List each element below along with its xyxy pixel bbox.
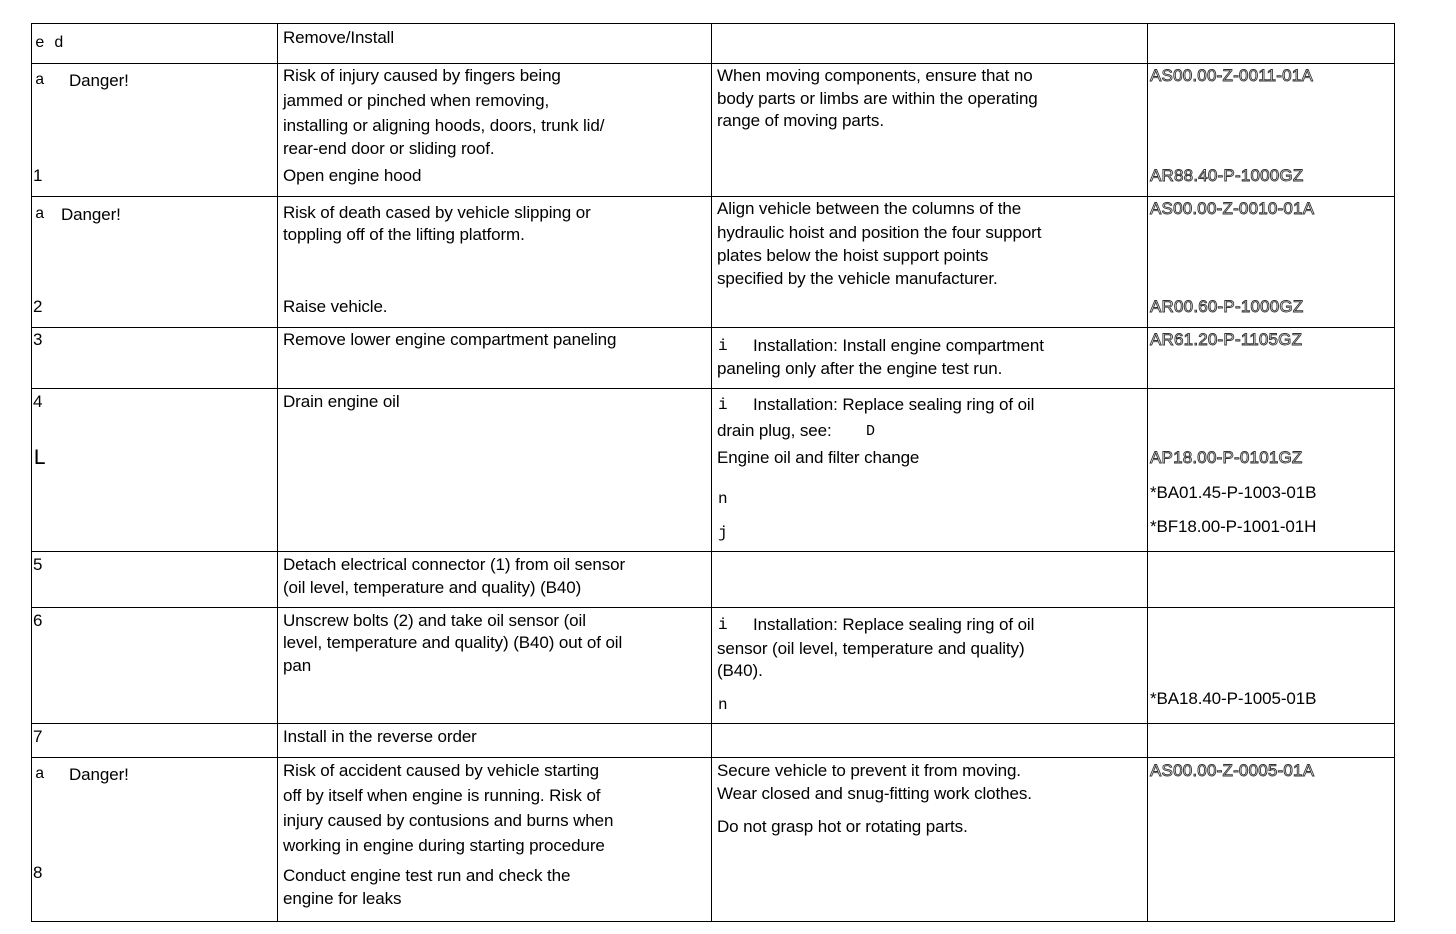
step-number: 8: [33, 863, 43, 882]
procedure-table: [31, 23, 1395, 922]
warning-line: injury caused by contusions and burns when: [283, 811, 614, 830]
danger-label: Danger!: [69, 71, 129, 90]
step-action: Unscrew bolts (2) and take oil sensor (oil: [283, 611, 586, 630]
tool-icon: n: [718, 696, 728, 714]
step-number: 1: [33, 166, 43, 185]
note-line: specified by the vehicle manufacturer.: [717, 269, 998, 288]
table-row: [32, 328, 1394, 389]
see-reference-icon: D: [866, 423, 875, 440]
note-line: body parts or limbs are within the operating: [717, 89, 1038, 108]
note-line: sensor (oil level, temperature and quality): [717, 639, 1025, 658]
danger-label: Danger!: [69, 765, 129, 784]
header-symbols: e d: [35, 34, 64, 52]
danger-icon: a: [35, 765, 45, 783]
note-line: range of moving parts.: [717, 111, 884, 130]
info-icon: i: [718, 616, 728, 634]
header-title: Remove/Install: [283, 28, 395, 47]
tool-icon: n: [718, 490, 728, 508]
document-link[interactable]: AR61.20-P-1105GZ: [1150, 330, 1303, 349]
danger-label: Danger!: [61, 205, 121, 224]
table-row: [32, 197, 1394, 328]
step-number: 3: [33, 330, 43, 349]
document-link[interactable]: *BA18.40-P-1005-01B: [1150, 689, 1317, 708]
step-action: level, temperature and quality) (B40) out of oil: [283, 633, 623, 652]
note-line: Installation: Replace sealing ring of oil: [753, 395, 1035, 414]
document-link[interactable]: AS00.00-Z-0005-01A: [1150, 761, 1315, 780]
subnote[interactable]: Engine oil and filter change: [717, 448, 920, 467]
table-row: [32, 24, 1394, 64]
note-line: paneling only after the engine test run.: [717, 359, 1003, 378]
warning-line: jammed or pinched when removing,: [283, 91, 550, 110]
note-line: drain plug, see:: [717, 421, 832, 440]
step-number: 6: [33, 611, 43, 630]
step-number: 7: [33, 727, 43, 746]
step-action: Detach electrical connector (1) from oil sensor: [283, 555, 626, 574]
danger-icon: a: [35, 71, 45, 89]
document-link[interactable]: AS00.00-Z-0011-01A: [1150, 66, 1313, 85]
document-link[interactable]: AP18.00-P-0101GZ: [1150, 448, 1303, 467]
oil-drain-icon: L: [33, 446, 47, 471]
info-icon: i: [718, 337, 728, 355]
warning-line: rear-end door or sliding roof.: [283, 139, 495, 158]
step-number: 2: [33, 297, 43, 316]
note-line: Do not grasp hot or rotating parts.: [717, 817, 968, 836]
table-row: [32, 552, 1394, 608]
warning-line: Risk of death cased by vehicle slipping or: [283, 203, 591, 222]
note-line: When moving components, ensure that no: [717, 66, 1033, 85]
step-action: engine for leaks: [283, 889, 402, 908]
warning-line: Risk of accident caused by vehicle starting: [283, 761, 600, 780]
info-icon: i: [718, 396, 728, 414]
note-line: Installation: Install engine compartment: [753, 336, 1044, 355]
note-line: Wear closed and snug-fitting work clothes.: [717, 784, 1032, 803]
step-action: Drain engine oil: [283, 392, 400, 411]
note-line: Secure vehicle to prevent it from moving.: [717, 761, 1021, 780]
table-row: [32, 724, 1394, 758]
note-line: (B40).: [717, 661, 763, 680]
note-line: plates below the hoist support points: [717, 246, 989, 265]
step-action: Conduct engine test run and check the: [283, 866, 571, 885]
warning-line: toppling off of the lifting platform.: [283, 225, 525, 244]
step-action: Open engine hood: [283, 166, 422, 185]
document-link[interactable]: AS00.00-Z-0010-01A: [1150, 199, 1315, 218]
table-row: [32, 608, 1394, 724]
warning-line: working in engine during starting procedure: [283, 836, 605, 855]
step-action: (oil level, temperature and quality) (B40): [283, 578, 582, 597]
step-action: Remove lower engine compartment paneling: [283, 330, 617, 349]
table-row: [32, 64, 1394, 197]
note-line: Align vehicle between the columns of the: [717, 199, 1022, 218]
fluid-icon: j: [718, 524, 728, 542]
document-link[interactable]: *BA01.45-P-1003-01B: [1150, 483, 1317, 502]
step-number: 5: [33, 555, 43, 574]
note-line: hydraulic hoist and position the four support: [717, 223, 1042, 242]
danger-icon: a: [35, 205, 45, 223]
note-line: Installation: Replace sealing ring of oil: [753, 615, 1035, 634]
table-row: [32, 389, 1394, 552]
document-link[interactable]: *BF18.00-P-1001-01H: [1150, 517, 1317, 536]
step-action: Raise vehicle.: [283, 297, 388, 316]
document-link[interactable]: AR00.60-P-1000GZ: [1150, 297, 1304, 316]
document-link[interactable]: AR88.40-P-1000GZ: [1150, 166, 1304, 185]
warning-line: off by itself when engine is running. Risk of: [283, 786, 601, 805]
step-action: pan: [283, 656, 312, 675]
table-row: [32, 758, 1394, 921]
warning-line: installing or aligning hoods, doors, trunk lid/: [283, 116, 605, 135]
warning-line: Risk of injury caused by fingers being: [283, 66, 561, 85]
step-action: Install in the reverse order: [283, 727, 477, 746]
step-number: 4: [33, 392, 43, 411]
